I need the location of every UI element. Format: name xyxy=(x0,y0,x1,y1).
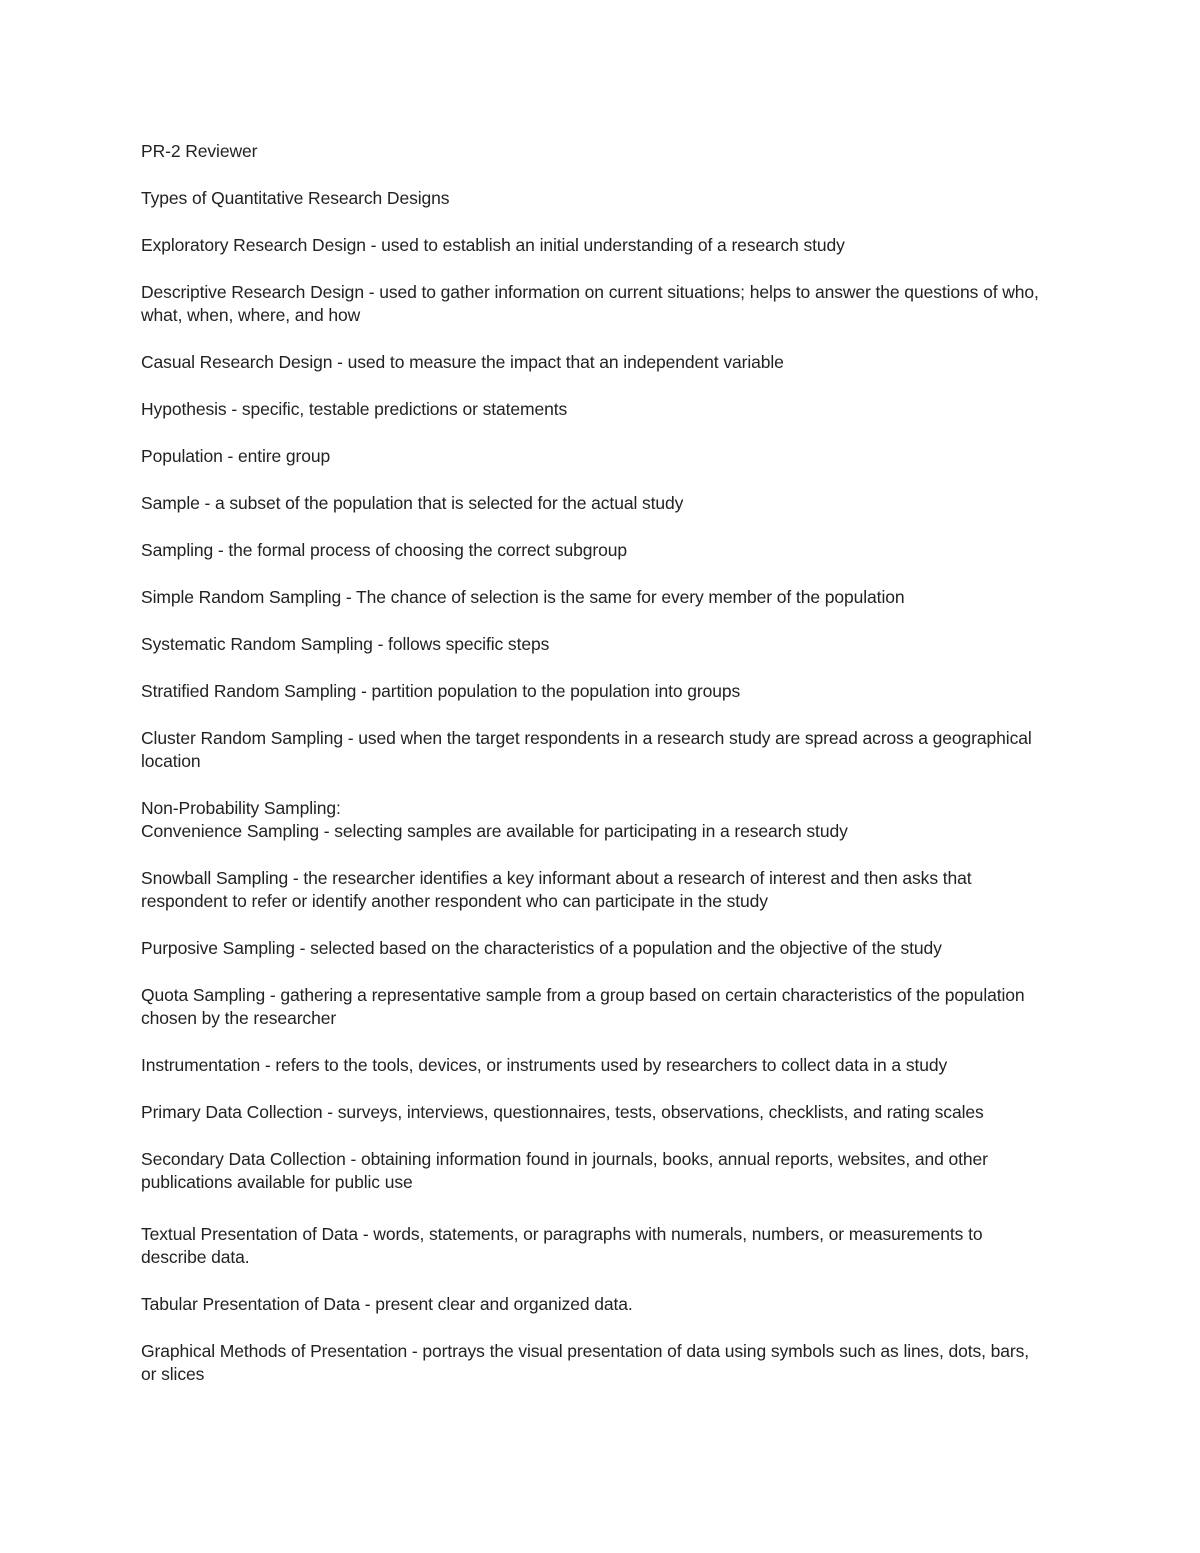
paragraph-line: Secondary Data Collection - obtaining information found in journals, books, annual reports, websites, and other xyxy=(141,1149,988,1169)
document-paragraph xyxy=(141,1223,1066,1269)
paragraph-line: Population - entire group xyxy=(141,446,331,466)
document-paragraph xyxy=(141,680,1066,703)
paragraph-line: Instrumentation - refers to the tools, devices, or instruments used by researchers to collect data in a study xyxy=(141,1055,948,1075)
document-paragraph xyxy=(141,492,1066,515)
paragraph-line: what, when, where, and how xyxy=(141,305,361,325)
paragraph-line: Hypothesis - specific, testable predictions or statements xyxy=(141,399,568,419)
paragraph-line: Exploratory Research Design - used to establish an initial understanding of a research study xyxy=(141,235,845,255)
paragraph-line: Snowball Sampling - the researcher identifies a key informant about a research of interest and then asks that xyxy=(141,868,972,888)
paragraph-line: Descriptive Research Design - used to gather information on current situations; helps to answer the questions of who, xyxy=(141,282,1039,302)
document-paragraph xyxy=(141,539,1066,562)
document-paragraph xyxy=(141,351,1066,374)
document-paragraph xyxy=(141,398,1066,421)
paragraph-line: Convenience Sampling - selecting samples are available for participating in a research study xyxy=(141,821,848,841)
document-paragraph xyxy=(141,1148,1066,1194)
paragraph-line: or slices xyxy=(141,1364,205,1384)
paragraph-line: Stratified Random Sampling - partition population to the population into groups xyxy=(141,681,741,701)
paragraph-line: Casual Research Design - used to measure the impact that an independent variable xyxy=(141,352,784,372)
document-paragraph xyxy=(141,445,1066,468)
paragraph-line: Simple Random Sampling - The chance of selection is the same for every member of the population xyxy=(141,587,905,607)
paragraph-line: Quota Sampling - gathering a representative sample from a group based on certain characteristics of the population xyxy=(141,985,1025,1005)
document-paragraph xyxy=(141,937,1066,960)
document-paragraph xyxy=(141,984,1066,1030)
document-paragraph xyxy=(141,867,1066,913)
paragraph-list xyxy=(141,234,1066,1386)
paragraph-line: location xyxy=(141,751,201,771)
document-paragraph xyxy=(141,586,1066,609)
document-paragraph xyxy=(141,281,1066,327)
document-paragraph xyxy=(141,1293,1066,1316)
paragraph-line: Cluster Random Sampling - used when the target respondents in a research study are spread across a geographical xyxy=(141,728,1032,748)
document-paragraph xyxy=(141,727,1066,773)
document-paragraph xyxy=(141,1340,1066,1386)
paragraph-line: describe data. xyxy=(141,1247,250,1267)
paragraph-line: Textual Presentation of Data - words, statements, or paragraphs with numerals, numbers, or measurements to xyxy=(141,1224,983,1244)
document-body xyxy=(141,140,1066,1410)
paragraph-line: Graphical Methods of Presentation - portrays the visual presentation of data using symbols such as lines, dots, bars, xyxy=(141,1341,1030,1361)
paragraph-line: Sampling - the formal process of choosing the correct subgroup xyxy=(141,540,627,560)
document-paragraph xyxy=(141,633,1066,656)
paragraph-line: publications available for public use xyxy=(141,1172,413,1192)
document-paragraph xyxy=(141,234,1066,257)
document-paragraph xyxy=(141,1101,1066,1124)
paragraph-line: Primary Data Collection - surveys, interviews, questionnaires, tests, observations, checklists, and rating scales xyxy=(141,1102,984,1122)
paragraph-line: chosen by the researcher xyxy=(141,1008,337,1028)
paragraph-line: Tabular Presentation of Data - present clear and organized data. xyxy=(141,1294,633,1314)
paragraph-line: Non-Probability Sampling: xyxy=(141,798,341,818)
paragraph-line: respondent to refer or identify another respondent who can participate in the study xyxy=(141,891,768,911)
document-paragraph xyxy=(141,1054,1066,1077)
section-heading: Types of Quantitative Research Designs xyxy=(141,188,450,208)
document-title: PR-2 Reviewer xyxy=(141,141,258,161)
paragraph-line: Purposive Sampling - selected based on the characteristics of a population and the objective of the study xyxy=(141,938,942,958)
paragraph-line: Systematic Random Sampling - follows specific steps xyxy=(141,634,550,654)
document-paragraph xyxy=(141,797,1066,843)
paragraph-line: Sample - a subset of the population that is selected for the actual study xyxy=(141,493,684,513)
